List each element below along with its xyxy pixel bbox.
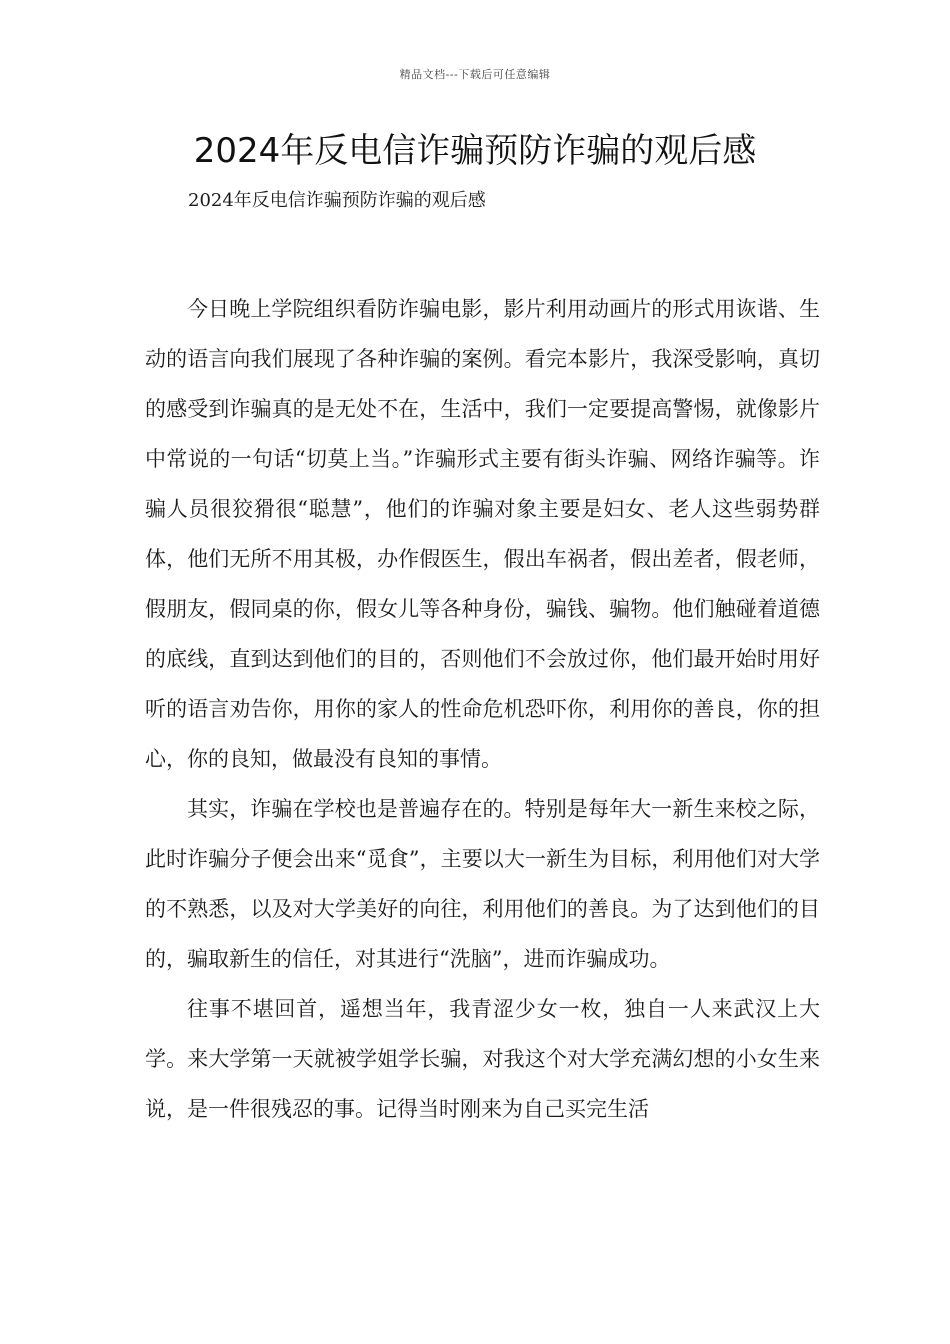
document-title: 2024年反电信诈骗预防诈骗的观后感 [193, 131, 757, 171]
paragraph-3: 往事不堪回首，遥想当年，我青涩少女一枚，独自一人来武汉上大学。来大学第一天就被学姐学长骗，对我这个对大学充满幻想的小女生来说，是一件很残忍的事。记得当时刚来为自己买完生活 [145, 997, 820, 1121]
document-body [145, 284, 820, 1134]
paragraph-2: 其实，诈骗在学校也是普遍存在的。特别是每年大一新生来校之际，此时诈骗分子便会出来“觅食”，主要以大一新生为目标，利用他们对大学的不熟悉，以及对大学美好的向往，利用他们的善良。为了达到他们的目的，骗取新生的信任，对其进行“洗脑”，进而诈骗成功。 [145, 797, 820, 971]
document-subtitle: 2024年反电信诈骗预防诈骗的观后感 [188, 190, 486, 211]
page-header-note: 精品文档---下载后可任意编辑 [399, 68, 551, 81]
paragraph-1: 今日晚上学院组织看防诈骗电影，影片利用动画片的形式用诙谐、生动的语言向我们展现了各种诈骗的案例。看完本影片，我深受影响，真切的感受到诈骗真的是无处不在，生活中，我们一定要提高警惕，就像影片中常说的一句话“切莫上当。”诈骗形式主要有街头诈骗、网络诈骗等。诈骗人员很狡猾很“聪慧”，他们的诈骗对象主要是妇女、老人这些弱势群体，他们无所不用其极，办作假医生，假出车祸者，假出差者，假老师，假朋友，假同桌的你，假女儿等各种身份，骗钱、骗物。他们触碰着道德的底线，直到达到他们的目的，否则他们不会放过你，他们最开始时用好听的语言劝告你，用你的家人的性命危机恐吓你，利用你的善良，你的担心，你的良知，做最没有良知的事情。 [145, 297, 820, 771]
